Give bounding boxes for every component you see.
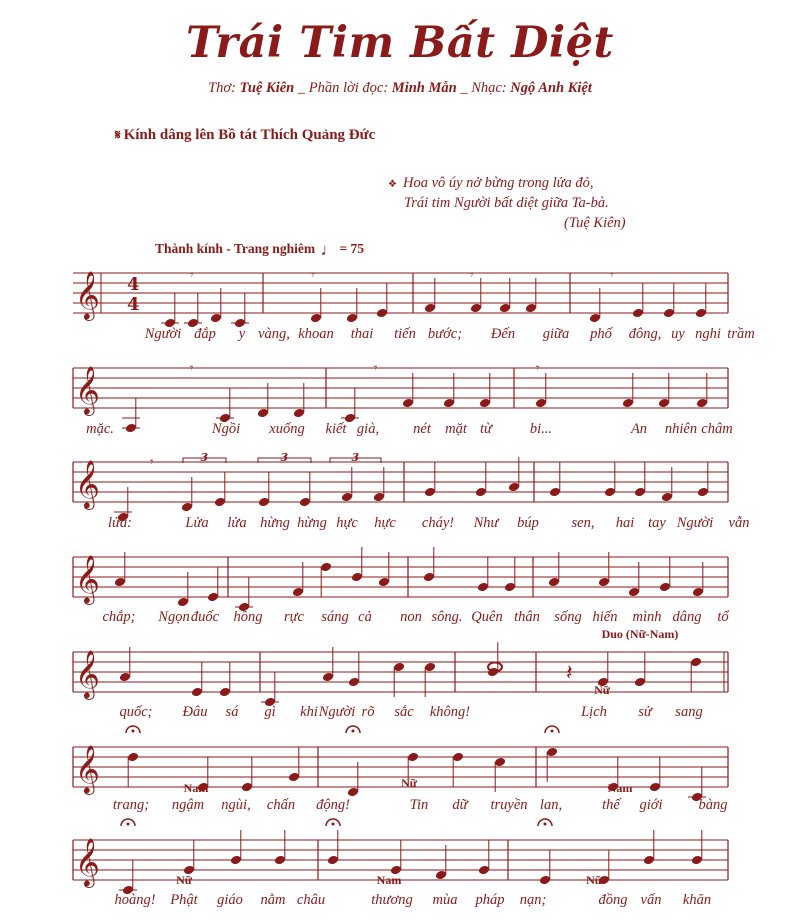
lyric-word: nạn; — [519, 892, 547, 908]
eighth-rest-icon: 𝄾 — [470, 268, 474, 283]
lyric-word: Ngọn — [158, 609, 190, 625]
lyric-word: quốc; — [119, 704, 153, 720]
lyric-word: già, — [356, 421, 380, 437]
lyric-word: Người — [676, 515, 714, 531]
voice-label-female: Nữ — [176, 873, 192, 887]
lyric-word: pháp — [475, 892, 505, 908]
lyric-word: hiến — [592, 609, 618, 625]
lyric-word: hoàng! — [114, 892, 156, 908]
lyric-word: giới — [639, 797, 663, 813]
voice-label-male: Nam — [607, 781, 633, 795]
lyric-word: đông, — [628, 326, 662, 342]
lyric-word: khi — [300, 704, 318, 720]
voice-label-female: Nữ — [586, 873, 602, 887]
lyric-word: vàng, — [258, 326, 290, 342]
lyric-word: từ — [480, 421, 492, 437]
lyric-word: gì — [264, 704, 276, 720]
lyric-word: Như — [473, 515, 499, 531]
treble-clef-icon: 𝄞 — [75, 649, 100, 698]
lyric-word: dâng — [672, 609, 702, 625]
dedication-text: Kính dâng lên Bồ tát Thích Quảng Đức — [123, 127, 376, 143]
treble-clef-icon: 𝄞 — [75, 459, 100, 508]
epigraph-line1-text: Hoa vô úy nở bừng trong lửa đỏ, — [402, 175, 594, 191]
lyric-word: vấn — [640, 892, 662, 908]
voice-label-duo: Duo (Nữ-Nam) — [601, 627, 679, 641]
lyric-word: chắp; — [102, 609, 136, 625]
fermata-dot — [544, 823, 547, 826]
lyric-word: thân — [514, 609, 540, 625]
voice-label-female: Nữ — [401, 776, 417, 790]
lyric-word: Đâu — [182, 704, 208, 720]
lyric-word: An — [630, 421, 648, 437]
lyric-word: giáo — [217, 892, 243, 908]
lyric-word: uy — [671, 326, 685, 342]
lyric-word: nằm — [260, 892, 286, 908]
treble-clef-icon: 𝄞 — [75, 270, 100, 319]
lyric-word: dữ — [452, 797, 468, 813]
lyric-word: rực — [284, 609, 304, 625]
music-label: _ Nhạc: — [460, 80, 507, 96]
reader-label: _ Phần lời đọc: — [297, 80, 389, 96]
lyric-word: rõ — [361, 704, 375, 720]
lyric-word: đuốc — [190, 609, 220, 625]
lyric-word: nghi — [695, 326, 721, 342]
eighth-rest-icon: 𝄾 — [374, 361, 378, 376]
epigraph-line-2: Trái tim Người bất diệt giữa Ta-bà. — [404, 195, 609, 211]
voice-label-male: Nam — [183, 781, 209, 795]
fermata-dot — [551, 730, 554, 733]
lyric-word: khoan — [298, 326, 334, 342]
lyric-word: hồng — [233, 609, 263, 625]
lyric-word: Đến — [490, 326, 516, 342]
lyric-word: sống — [554, 609, 582, 625]
lyric-word: hừng — [297, 515, 327, 531]
treble-clef-icon: 𝄞 — [75, 365, 100, 414]
triplet-number: 3 — [200, 451, 209, 464]
staff-system-4 — [73, 547, 728, 612]
lyric-word: vẫn — [728, 515, 750, 531]
lyric-word: giữa — [542, 326, 570, 342]
lyric-word: không! — [429, 704, 471, 720]
lyric-word: ngậm — [171, 797, 205, 813]
lyric-word: sắc — [394, 704, 414, 720]
fermata-dot — [352, 730, 355, 733]
lyric-word: phố — [590, 326, 612, 342]
triplet-number: 3 — [280, 451, 289, 464]
lyric-word: hừng — [260, 515, 290, 531]
lyric-word: Lửa — [185, 515, 209, 531]
diamond-bullet-icon: ❖ — [388, 179, 397, 190]
eighth-rest-icon: 𝄾 — [311, 268, 315, 283]
time-signature-top: 4 — [127, 274, 140, 295]
lyric-word: sông. — [431, 609, 463, 625]
epigraph-attribution: (Tuệ Kiên) — [564, 215, 626, 231]
lyric-word: thai — [350, 326, 374, 342]
lyric-word: nhiên — [664, 421, 698, 437]
lyric-word: búp — [517, 515, 539, 531]
song-title: Trái Tim Bất Diệt — [186, 18, 614, 68]
lyric-word: đắp — [194, 326, 216, 342]
lyric-word: Phật — [170, 892, 198, 908]
lyric-word: sử — [638, 704, 652, 720]
staff-system-2 — [73, 365, 728, 433]
lyric-word: truyền — [490, 797, 528, 813]
segno-icon: 𝄋 — [115, 127, 121, 142]
lyric-word: mặc. — [86, 421, 114, 437]
lyric-word: tổ — [717, 609, 729, 625]
voice-label-female: Nữ — [594, 683, 610, 697]
lyric-word: tay — [648, 515, 666, 531]
lyric-word: tiến — [394, 326, 416, 342]
lyric-word: khăn — [682, 892, 712, 908]
lyric-word: lửa — [227, 515, 247, 531]
eighth-rest-icon: 𝄾 — [190, 361, 194, 376]
treble-clef-icon: 𝄞 — [75, 837, 100, 886]
lyric-word: lửa: — [107, 515, 133, 531]
lyric-word: sen, — [571, 515, 595, 531]
fermata-dot — [132, 730, 135, 733]
lyric-word: nét — [413, 421, 431, 437]
lyric-word: bàng — [698, 797, 728, 813]
lyric-word: bước; — [427, 326, 463, 342]
lyric-word: động! — [316, 797, 350, 813]
lyric-word: hai — [615, 515, 635, 531]
quarter-note-icon: ♩ — [320, 240, 338, 259]
lyric-word: cháy! — [421, 515, 455, 531]
lyric-word: chấn — [266, 797, 296, 813]
lyric-word: Tin — [409, 797, 429, 813]
eighth-rest-icon: 𝄾 — [536, 361, 540, 376]
composer-name: Ngộ Anh Kiệt — [510, 80, 592, 96]
lyric-word: mùa — [432, 892, 458, 908]
reader-name: Minh Mẫn — [391, 80, 457, 96]
lyric-word: Lịch — [581, 704, 607, 720]
lyric-word: mình — [632, 609, 662, 625]
lyric-word: đồng — [598, 892, 628, 908]
staff-system-5 — [73, 642, 728, 707]
lyric-word: sáng — [321, 609, 349, 625]
lyric-word: ngùi, — [221, 797, 251, 813]
lyric-word: châu — [296, 892, 326, 908]
lyric-word: bi... — [529, 421, 553, 437]
quarter-rest-icon: 𝄽 — [566, 661, 573, 686]
lyric-word: sá — [225, 704, 239, 720]
lyric-word: xuống — [269, 421, 305, 437]
lyric-word: thế — [602, 797, 620, 813]
lyric-word: Người — [144, 326, 182, 342]
lyric-word: sang — [675, 704, 703, 720]
treble-clef-icon: 𝄞 — [75, 744, 100, 793]
fermata-dot — [127, 823, 130, 826]
lyric-word: Ngồi — [211, 421, 241, 437]
lyric-word: hực — [374, 515, 396, 531]
lyric-word: Quên — [471, 609, 503, 625]
tempo-text: Thành kính - Trang nghiêm — [155, 241, 316, 256]
voice-label-male: Nam — [376, 873, 402, 887]
lyric-word: cả — [358, 609, 372, 625]
time-signature-bottom: 4 — [127, 294, 140, 315]
eighth-rest-icon: 𝄾 — [610, 268, 614, 283]
poem-label: Thơ: — [208, 80, 236, 96]
lyric-word: lan, — [539, 797, 563, 813]
lyric-word: thương — [371, 892, 413, 908]
lyric-word: trầm — [727, 326, 755, 342]
staff-system-3 — [73, 457, 728, 522]
poem-author: Tuệ Kiên — [239, 80, 295, 96]
staff-system-1 — [73, 270, 728, 328]
lyric-word: y — [238, 326, 246, 342]
lyric-word: châm — [701, 421, 733, 437]
lyric-word: Người — [318, 704, 356, 720]
tempo-value: = 75 — [339, 241, 365, 256]
fermata-dot — [332, 823, 335, 826]
lyric-word: kiết — [325, 421, 347, 437]
triplet-number: 3 — [351, 451, 360, 464]
lyric-word: hực — [336, 515, 358, 531]
lyric-word: trang; — [112, 797, 150, 813]
treble-clef-icon: 𝄞 — [75, 554, 100, 603]
lyric-word: non — [400, 609, 422, 625]
eighth-rest-icon: 𝄾 — [190, 268, 194, 283]
lyric-word: mặt — [445, 421, 467, 437]
eighth-rest-icon: 𝄾 — [150, 455, 154, 470]
